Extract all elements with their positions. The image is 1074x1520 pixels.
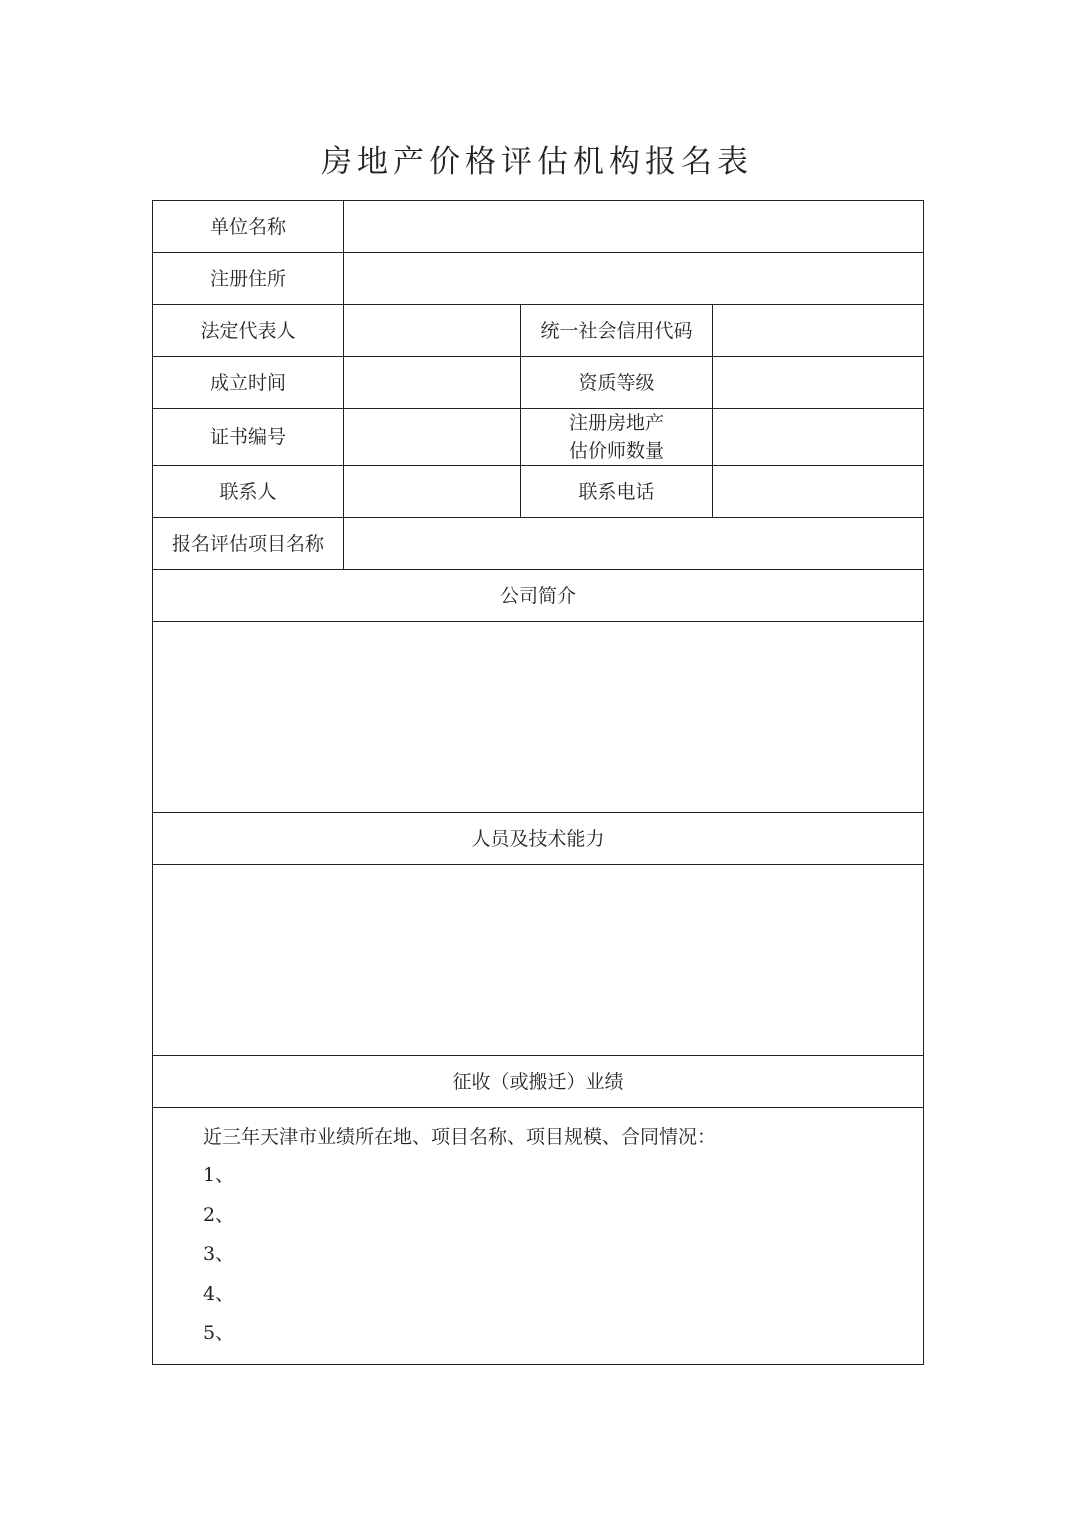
staff-tech-field[interactable]: [153, 865, 924, 1056]
established-label: 成立时间: [153, 357, 344, 409]
appraiser-count-label-line1: 注册房地产: [568, 412, 664, 434]
row-company-intro-header: [153, 570, 924, 622]
performance-item-1: 1、: [203, 1164, 235, 1186]
row-staff-tech-body: [153, 865, 924, 1056]
page-title: 房地产价格评估机构报名表: [321, 144, 753, 180]
row-certificate: [153, 409, 924, 466]
unit-name-field[interactable]: [344, 201, 924, 253]
performance-item-5: 5、: [203, 1322, 235, 1344]
row-unit-name: [153, 201, 924, 253]
row-contact: [153, 466, 924, 518]
company-intro-header: 公司简介: [153, 570, 924, 622]
performance-content: [153, 1108, 923, 1354]
certificate-no-label: 证书编号: [153, 409, 344, 466]
project-name-label: 报名评估项目名称: [153, 518, 344, 570]
row-company-intro-body: [153, 622, 924, 813]
contact-phone-field[interactable]: [713, 466, 924, 518]
staff-tech-header: 人员及技术能力: [153, 813, 924, 865]
appraiser-count-label-line2: 估价师数量: [568, 440, 664, 462]
row-performance-body: [153, 1108, 924, 1365]
performance-field[interactable]: [153, 1108, 924, 1365]
registered-address-field[interactable]: [344, 253, 924, 305]
qualification-label: 资质等级: [521, 357, 713, 409]
credit-code-field[interactable]: [713, 305, 924, 357]
row-legal-rep: [153, 305, 924, 357]
credit-code-label: 统一社会信用代码: [521, 305, 713, 357]
row-staff-tech-header: [153, 813, 924, 865]
performance-item-4: 4、: [203, 1282, 235, 1305]
contact-person-field[interactable]: [344, 466, 521, 518]
contact-person-label: 联系人: [153, 466, 344, 518]
company-intro-field[interactable]: [153, 622, 924, 813]
performance-item-3: 3、: [203, 1243, 235, 1265]
certificate-no-field[interactable]: [344, 409, 521, 466]
appraiser-count-field[interactable]: [713, 409, 924, 466]
qualification-field[interactable]: [713, 357, 924, 409]
project-name-field[interactable]: [344, 518, 924, 570]
unit-name-label: 单位名称: [153, 201, 344, 253]
row-performance-header: [153, 1056, 924, 1108]
row-project-name: [153, 518, 924, 570]
performance-item-2: 2、: [203, 1203, 235, 1226]
row-registered-address: [153, 253, 924, 305]
legal-rep-label: 法定代表人: [153, 305, 344, 357]
appraiser-count-label: [521, 409, 713, 466]
contact-phone-label: 联系电话: [521, 466, 713, 518]
performance-intro: 近三年天津市业绩所在地、项目名称、项目规模、合同情况：: [203, 1126, 717, 1148]
established-field[interactable]: [344, 357, 521, 409]
performance-header: 征收（或搬迁）业绩: [153, 1056, 924, 1108]
registration-form-table: [152, 200, 924, 1365]
legal-rep-field[interactable]: [344, 305, 521, 357]
row-established: [153, 357, 924, 409]
registered-address-label: 注册住所: [153, 253, 344, 305]
